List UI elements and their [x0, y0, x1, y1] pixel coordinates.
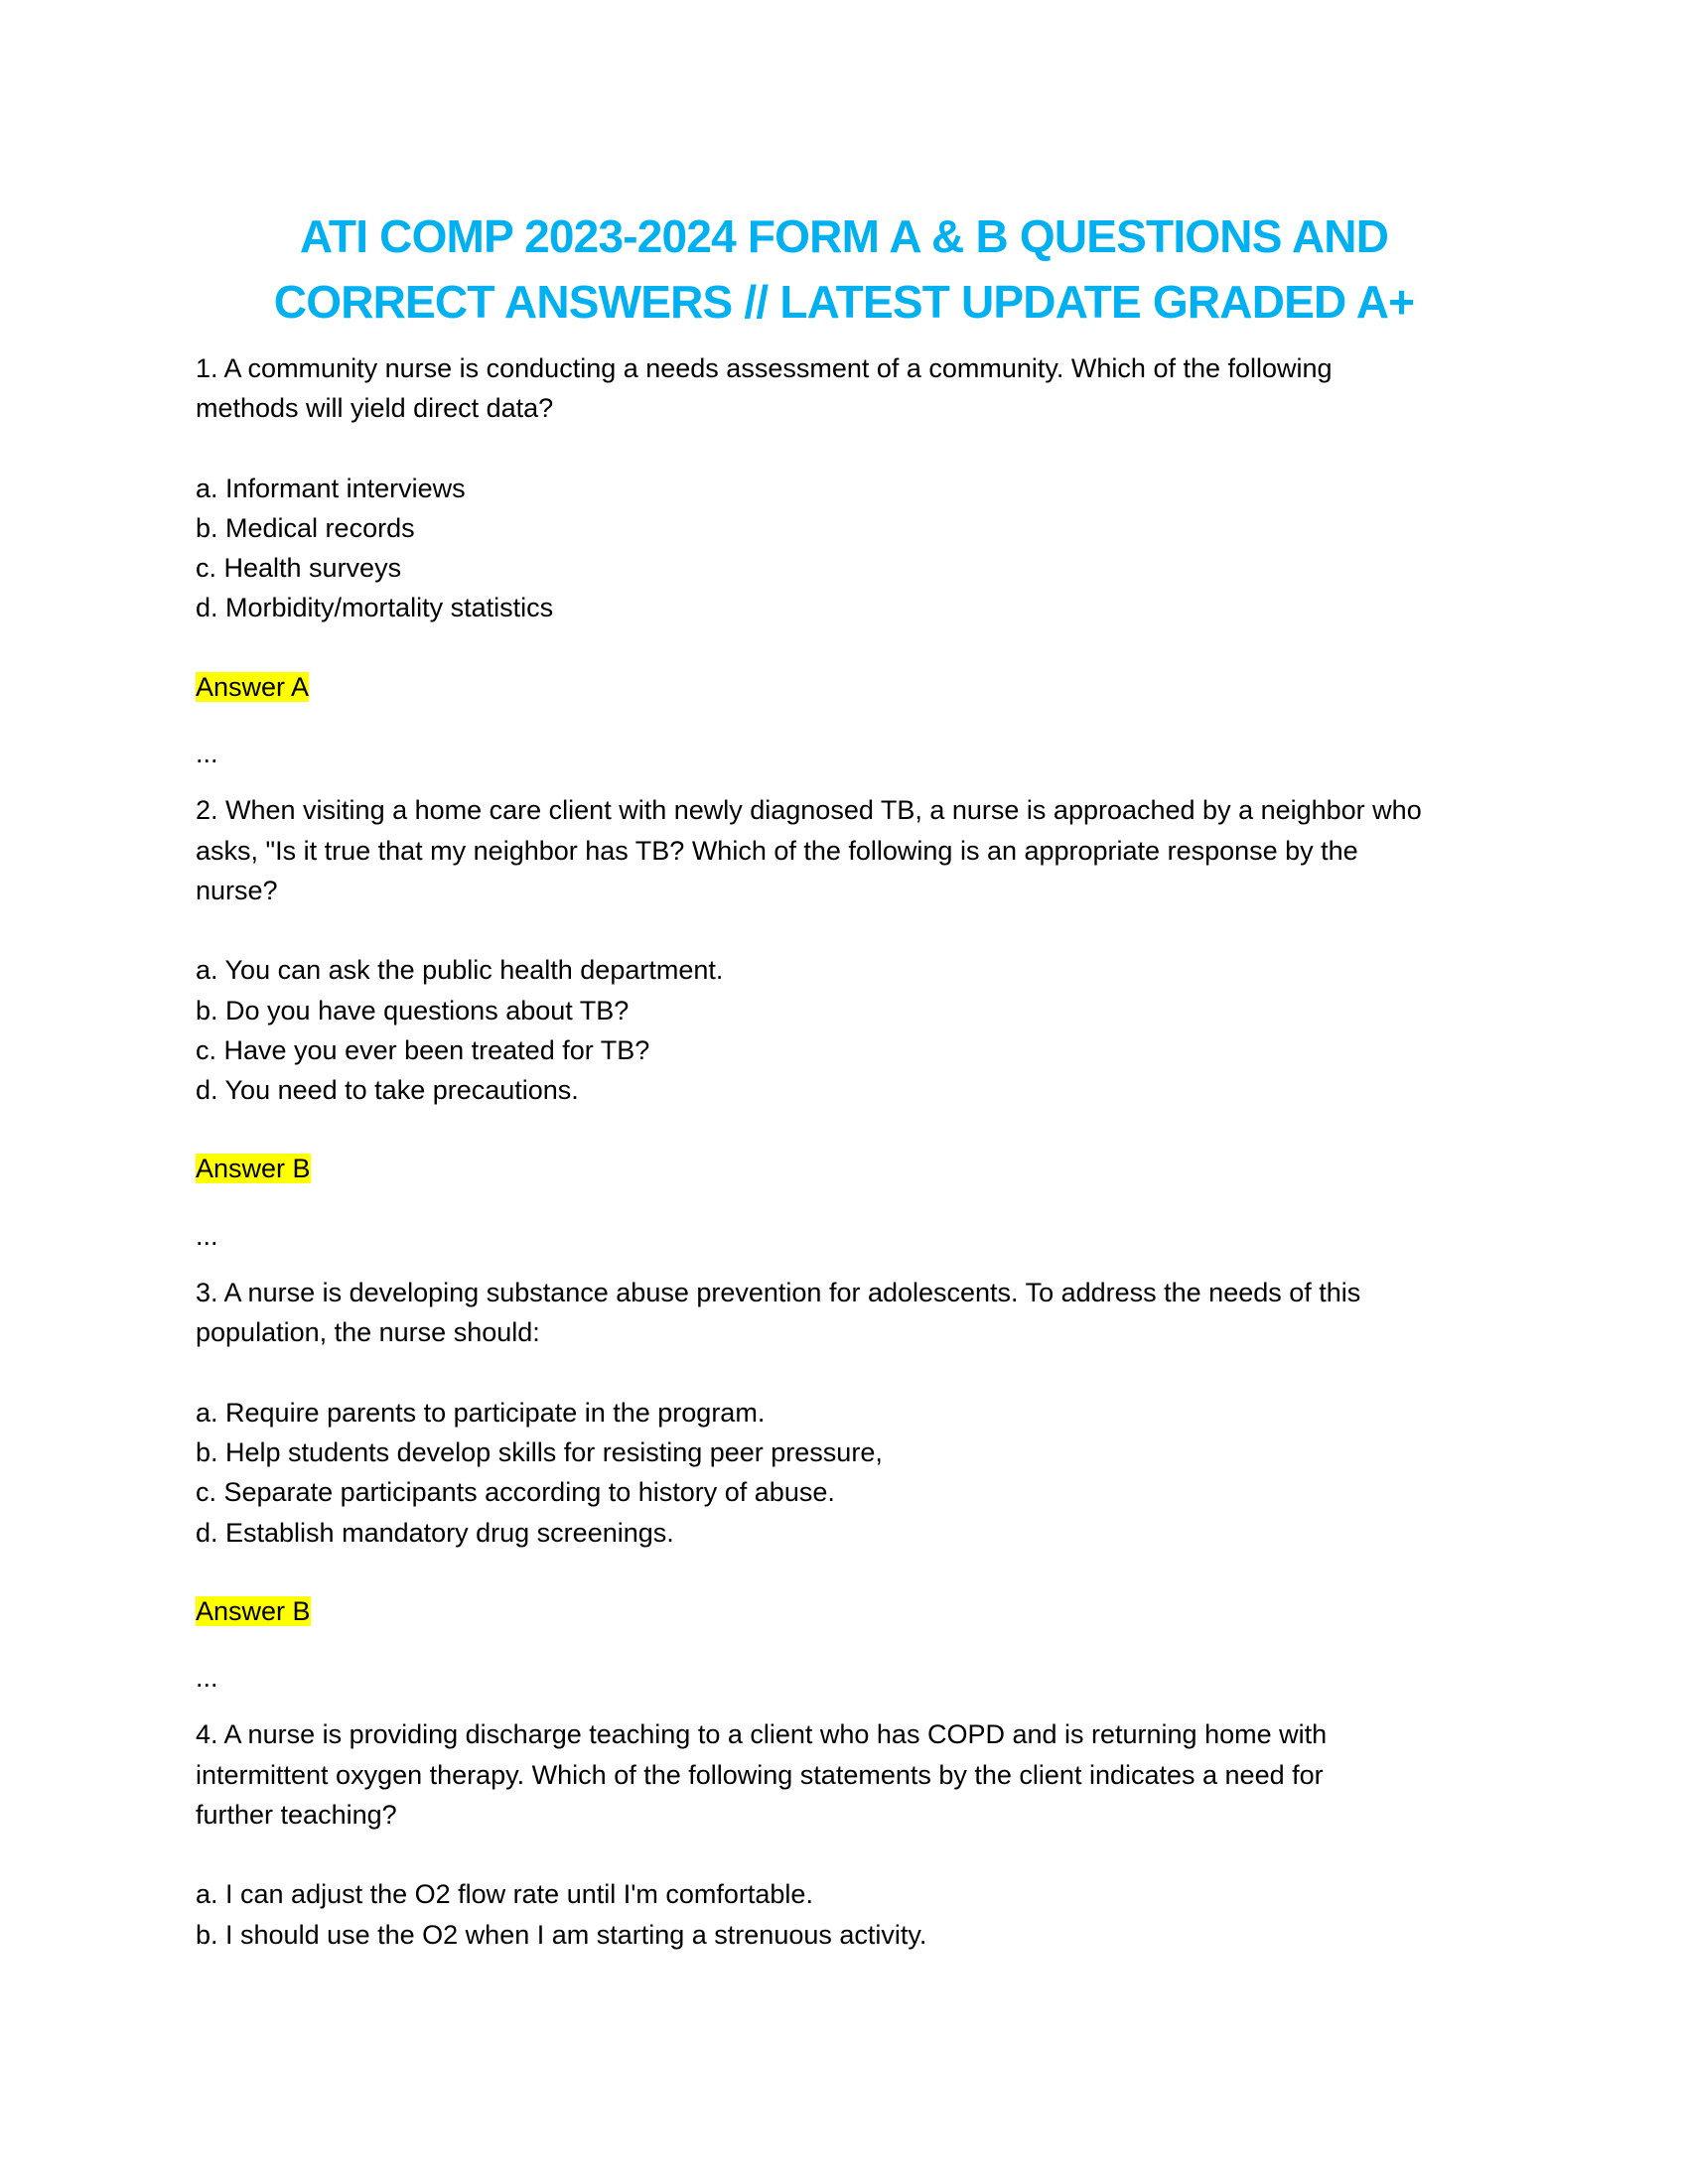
answer-highlight: Answer B: [196, 1595, 311, 1626]
question-4: [196, 1714, 1506, 1835]
answer: [196, 1149, 1506, 1188]
title-line-2: CORRECT ANSWERS // LATEST UPDATE GRADED A+: [273, 276, 1415, 328]
option: d. You need to take precautions.: [196, 1075, 579, 1106]
document-title: [149, 204, 1539, 335]
option: b. Help students develop skills for resisting peer pressure,: [196, 1436, 883, 1467]
option: c. Separate participants according to history of abuse.: [196, 1477, 835, 1508]
separator: ...: [196, 1663, 218, 1694]
options-list: [196, 1874, 1506, 1955]
answer: [196, 667, 1506, 707]
option: b. I should use the O2 when I am starting a strenuous activity.: [196, 1919, 927, 1950]
question-3: [196, 1273, 1506, 1353]
option: b. Do you have questions about TB?: [196, 995, 630, 1025]
option: b. Medical records: [196, 512, 415, 543]
options-list: [196, 469, 1506, 628]
title-line-1: ATI COMP 2023-2024 FORM A & B QUESTIONS AND: [299, 210, 1389, 262]
options-list: [196, 950, 1506, 1110]
question-text: 1. A community nurse is conducting a needs assessment of a community. Which of the following: [196, 353, 1333, 383]
option: a. Require parents to participate in the program.: [196, 1397, 766, 1428]
answer-highlight: Answer B: [196, 1154, 311, 1184]
option: c. Have you ever been treated for TB?: [196, 1034, 650, 1065]
answer: [196, 1591, 1506, 1631]
option: a. You can ask the public health department.: [196, 955, 724, 986]
question-text: population, the nurse should:: [196, 1317, 540, 1348]
question-text: 2. When visiting a home care client with newly diagnosed TB, a nurse is approached by a neighbor who: [196, 795, 1422, 826]
question-1: [196, 348, 1506, 429]
question-text: 3. A nurse is developing substance abuse prevention for adolescents. To address the needs of this: [196, 1278, 1361, 1308]
question-text: intermittent oxygen therapy. Which of the following statements by the client indicates a need for: [196, 1759, 1324, 1790]
separator: ...: [196, 739, 218, 769]
answer-highlight: Answer A: [196, 671, 310, 702]
option: c. Health surveys: [196, 553, 402, 584]
document-body: [196, 348, 1506, 1955]
option: a. I can adjust the O2 flow rate until I'm comfortable.: [196, 1879, 813, 1910]
option: a. Informant interviews: [196, 473, 466, 503]
question-text: nurse?: [196, 875, 278, 905]
question-text: methods will yield direct data?: [196, 393, 554, 424]
option: d. Establish mandatory drug screenings.: [196, 1517, 674, 1548]
question-text: further teaching?: [196, 1800, 397, 1831]
separator: ...: [196, 1220, 218, 1251]
option: d. Morbidity/mortality statistics: [196, 593, 554, 623]
question-text: 4. A nurse is providing discharge teaching to a client who has COPD and is returning home with: [196, 1719, 1328, 1750]
options-list: [196, 1393, 1506, 1553]
question-2: [196, 790, 1506, 910]
question-text: asks, "Is it true that my neighbor has TB? Which of the following is an appropriate response by the: [196, 835, 1358, 866]
